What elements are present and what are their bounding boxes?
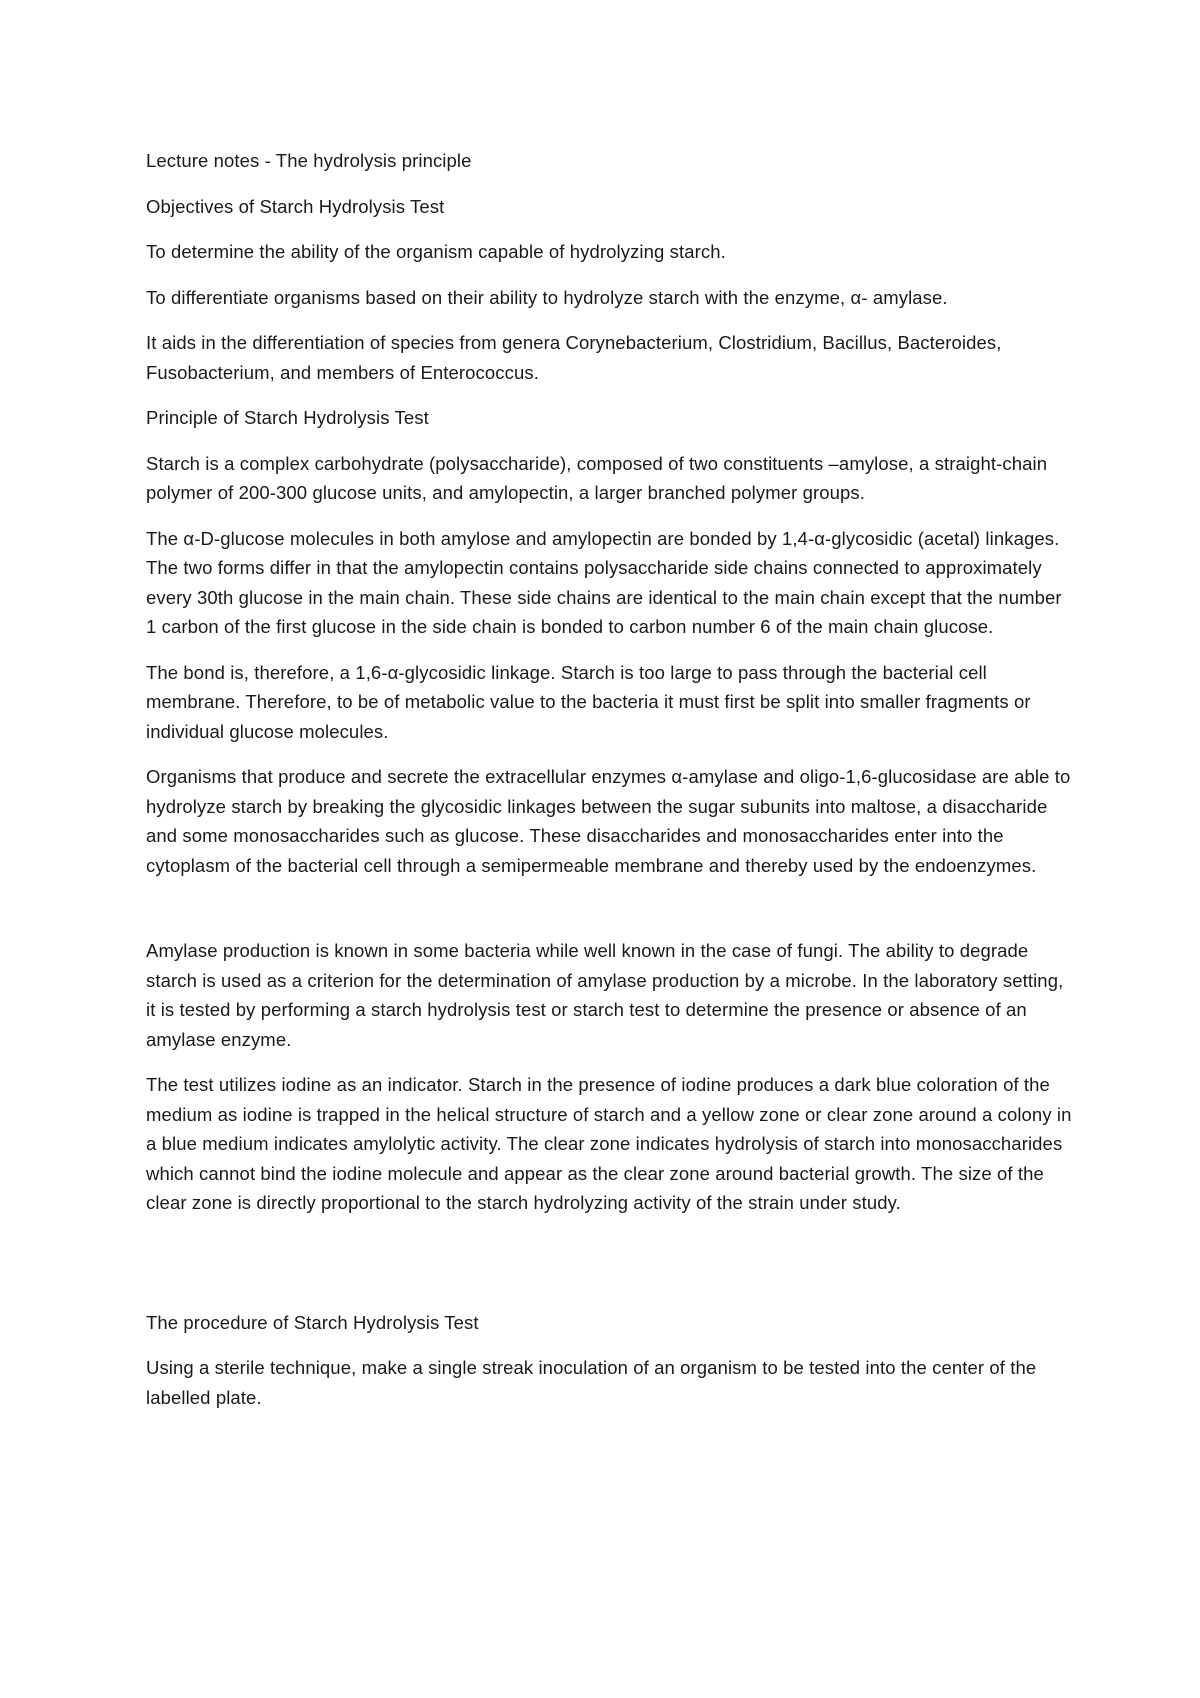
amylase-paragraph: The test utilizes iodine as an indicator. Starch in the presence of iodine produces a dark blue coloration of the medium as iodine is trapped in the helical structure of starch and a yellow zone or clear zone around a colony in a blue medium indicates amylolytic activity. The clear zone indicates hydrolysis of starch into monosaccharides which cannot bind the iodine molecule and appear as the clear zone around bacterial growth. The size of the clear zone is directly proportional to the starch hydrolyzing activity of the strain under study. — [146, 1074, 1072, 1213]
principle-paragraph: The α-D-glucose molecules in both amylose and amylopectin are bonded by 1,4-α-glycosidic (acetal) linkages. The two forms differ in that the amylopectin contains polysaccharide side chains connected to approximately every 30th glucose in the main chain. These side chains are identical to the main chain except that the number 1 carbon of the first glucose in the side chain is bonded to carbon number 6 of the main chain glucose. — [146, 527, 1062, 637]
procedure-paragraph: Using a sterile technique, make a single streak inoculation of an organism to be tested into the center of the labelled plate. — [146, 1357, 1037, 1408]
principle-paragraph: The bond is, therefore, a 1,6-α-glycosidic linkage. Starch is too large to pass through the bacterial cell membrane. Therefore, to be of metabolic value to the bacteria it must first be split into smaller fragments or individual glucose molecules. — [146, 661, 1031, 742]
objective-paragraph: It aids in the differentiation of species from genera Corynebacterium, Clostridium, Bacillus, Bacteroides, Fusobacterium, and members of Enterococcus. — [146, 332, 1002, 383]
procedure-heading: The procedure of Starch Hydrolysis Test — [146, 1311, 479, 1333]
principle-paragraph: Organisms that produce and secrete the extracellular enzymes α-amylase and oligo-1,6-glucosidase are able to hydrolyze starch by breaking the glycosidic linkages between the sugar subunits into maltose, a disaccharide and some monosaccharides such as glucose. These disaccharides and monosaccharides enter into the cytoplasm of the bacterial cell through a semipermeable membrane and thereby used by the endoenzymes. — [146, 766, 1071, 876]
objectives-heading: Objectives of Starch Hydrolysis Test — [146, 195, 445, 217]
document-title: Lecture notes - The hydrolysis principle — [146, 150, 472, 171]
principle-heading: Principle of Starch Hydrolysis Test — [146, 407, 429, 428]
amylase-paragraph: Amylase production is known in some bacteria while well known in the case of fungi. The ability to degrade starch is used as a criterion for the determination of amylase production by a microbe. In the laboratory setting, it is tested by performing a starch hydrolysis test or starch test to determine the presence or absence of an amylase enzyme. — [146, 940, 1064, 1050]
document-body — [146, 146, 1076, 1428]
principle-paragraph: Starch is a complex carbohydrate (polysaccharide), composed of two constituents –amylose, a straight-chain polymer of 200-300 glucose units, and amylopectin, a larger branched polymer groups. — [146, 452, 1048, 503]
objective-paragraph: To determine the ability of the organism capable of hydrolyzing starch. — [146, 241, 726, 262]
objective-paragraph: To differentiate organisms based on their ability to hydrolyze starch with the enzyme, α- amylase. — [146, 286, 948, 308]
